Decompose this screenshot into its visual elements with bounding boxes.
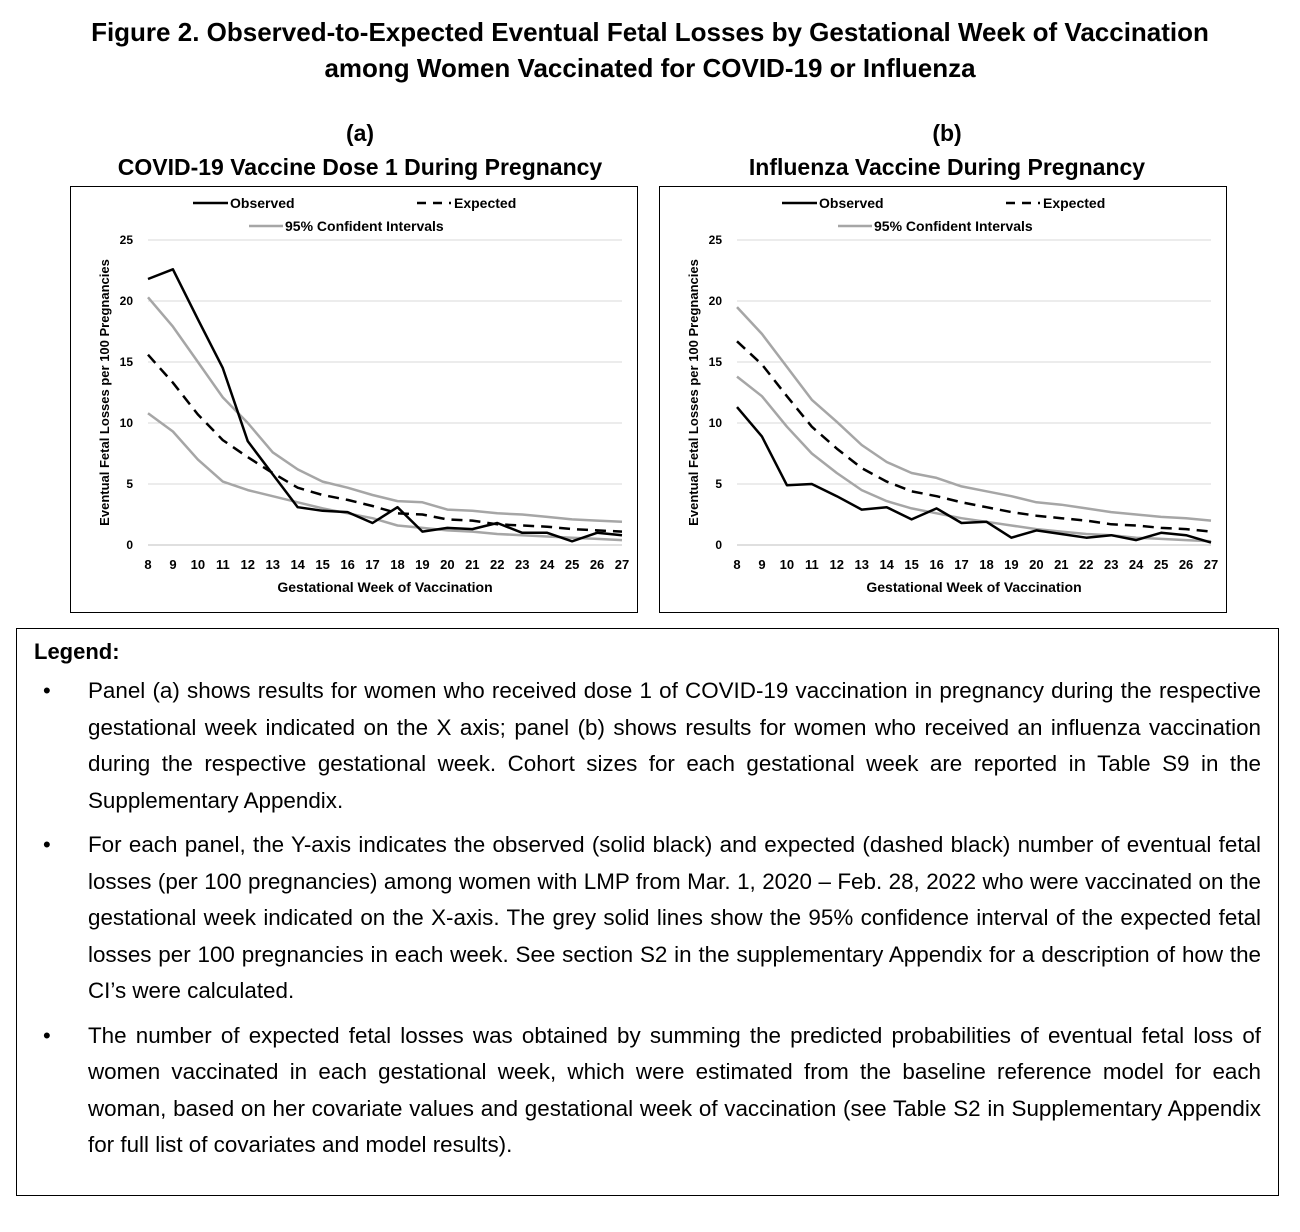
panel-b-ci-lower-line xyxy=(737,377,1211,542)
panel-b-x-tick-label: 22 xyxy=(1079,557,1094,572)
panel-a-x-tick-label: 21 xyxy=(465,557,480,572)
panel-b-x-tick-label: 26 xyxy=(1178,557,1194,572)
legend-item-text: For each panel, the Y-axis indicates the observed (solid black) and expected (dashed black) number of eventual fetal losses (per 100 pregnancies) among women with LMP from Mar. 1, 2020 – Feb. 28, 2022 who were vaccinated on the gestational week indicated on the X-axis. The grey solid lines show the 95% confidence interval of the expected fetal losses per 100 pregnancies in each week. See section S2 in the supplementary Appendix for a description of how the CI’s were calculated. xyxy=(88,832,1261,1003)
panel-b-x-tick-label: 18 xyxy=(979,557,994,572)
panel-a-x-tick-label: 9 xyxy=(169,557,177,572)
panel-b-x-tick-label: 16 xyxy=(929,557,944,572)
panel-b-y-tick-label: 5 xyxy=(715,477,722,491)
panel-a-x-tick-label: 15 xyxy=(315,557,330,572)
panel-a-y-tick-label: 20 xyxy=(119,294,133,308)
panel-a-x-tick-label: 13 xyxy=(265,557,280,572)
panel-a-svg xyxy=(71,187,637,612)
panel-b-label: (b) xyxy=(932,120,962,146)
panel-b-x-tick-label: 14 xyxy=(879,557,894,572)
legend-box xyxy=(16,628,1279,1196)
figure-title-line-1: Figure 2. Observed-to-Expected Eventual Fetal Losses by Gestational Week of Vaccination xyxy=(91,17,1209,47)
panel-a-chart xyxy=(70,186,638,613)
panel-b-legend-expected-label: Expected xyxy=(1043,195,1106,211)
legend-item xyxy=(33,827,1261,1010)
panel-a-ci-lower-line xyxy=(148,413,622,540)
panel-b-x-tick-label: 20 xyxy=(1029,557,1044,572)
legend-item-text: Panel (a) shows results for women who received dose 1 of COVID-19 vaccination in pregnancy during the respective gestational week indicated on the X axis; panel (b) shows results for women who received an influenza vaccination during the respective gestational week. Cohort sizes for each gestational week are reported in Table S9 in the Supplementary Appendix. xyxy=(88,678,1261,813)
panel-b-observed-line xyxy=(737,407,1211,542)
panel-b-x-tick-label: 15 xyxy=(904,557,919,572)
panel-b-legend-ci-label: 95% Confident Intervals xyxy=(874,218,1033,234)
panel-b-x-tick-label: 8 xyxy=(733,557,741,572)
panel-a-y-tick-label: 5 xyxy=(126,477,133,491)
bullet-icon: • xyxy=(43,832,51,857)
panel-a-x-axis-title: Gestational Week of Vaccination xyxy=(277,579,493,595)
bullet-icon: • xyxy=(43,678,51,703)
panel-b-x-tick-label: 11 xyxy=(804,557,819,572)
panel-a-ci-upper-line xyxy=(148,297,622,522)
figure-title xyxy=(0,14,1300,86)
panel-b-heading xyxy=(647,116,1247,184)
panel-b-x-tick-label: 25 xyxy=(1153,557,1169,572)
panel-a-y-tick-label: 25 xyxy=(119,233,133,247)
panel-a-expected-line xyxy=(148,355,622,532)
panel-a-x-tick-label: 27 xyxy=(614,557,630,572)
panel-b-y-axis-title: Eventual Fetal Losses per 100 Pregnancies xyxy=(686,259,701,526)
panel-a-heading xyxy=(60,116,660,184)
bullet-icon: • xyxy=(43,1022,51,1048)
panel-b-y-tick-label: 10 xyxy=(708,416,722,430)
panel-a-legend-ci-label: 95% Confident Intervals xyxy=(285,218,444,234)
panel-b-y-tick-label: 25 xyxy=(708,233,722,247)
panel-b-x-tick-label: 10 xyxy=(779,557,795,572)
panel-b-x-tick-label: 12 xyxy=(829,557,845,572)
panel-a-x-tick-label: 16 xyxy=(340,557,355,572)
panel-b-y-tick-label: 15 xyxy=(708,355,722,369)
panel-b-title: Influenza Vaccine During Pregnancy xyxy=(748,154,1146,180)
panel-b-legend xyxy=(782,195,1105,234)
panel-b-ci-upper-line xyxy=(737,307,1211,520)
legend-item xyxy=(33,673,1261,819)
panel-b-x-tick-label: 27 xyxy=(1203,557,1219,572)
panel-a-x-tick-label: 17 xyxy=(365,557,380,572)
panel-b-legend-observed-label: Observed xyxy=(819,195,884,211)
figure-title-line-2: among Women Vaccinated for COVID-19 or Influenza xyxy=(324,53,976,83)
panel-b-x-tick-label: 24 xyxy=(1128,557,1144,572)
panel-a-y-tick-label: 0 xyxy=(126,538,133,552)
legend-item xyxy=(33,1018,1261,1164)
panel-a-x-tick-label: 24 xyxy=(539,557,555,572)
panel-b-svg xyxy=(660,187,1226,612)
panel-a-x-tick-label: 8 xyxy=(144,557,152,572)
panel-a-x-tick-label: 20 xyxy=(440,557,455,572)
panel-a-x-tick-label: 22 xyxy=(490,557,505,572)
panel-a-x-tick-label: 14 xyxy=(290,557,305,572)
panel-a-y-axis-title: Eventual Fetal Losses per 100 Pregnancies xyxy=(97,259,112,526)
panel-b-x-tick-label: 17 xyxy=(954,557,969,572)
panel-a-label: (a) xyxy=(345,120,375,146)
panel-b-y-tick-label: 0 xyxy=(715,538,722,552)
legend-heading: Legend: xyxy=(34,639,120,664)
panel-b-chart xyxy=(659,186,1227,613)
panel-a-y-tick-label: 15 xyxy=(119,355,133,369)
panel-a-x-tick-label: 19 xyxy=(415,557,430,572)
legend-item-text: The number of expected fetal losses was obtained by summing the predicted probabilities of eventual fetal loss of women vaccinated in each gestational week, which were estimated from the baseline reference model for each woman, based on her covariate values and gestational week of vaccination (see Table S2 in Supplementary Appendix for full list of covariates and model results). xyxy=(88,1022,1261,1157)
panel-b-expected-line xyxy=(737,341,1211,531)
panel-b-x-tick-label: 13 xyxy=(854,557,869,572)
panel-a-legend xyxy=(193,195,516,234)
panel-a-x-tick-label: 10 xyxy=(190,557,206,572)
panel-a-x-tick-label: 11 xyxy=(215,557,230,572)
panel-a-x-tick-label: 18 xyxy=(390,557,405,572)
panel-a-y-tick-label: 10 xyxy=(119,416,133,430)
legend-list xyxy=(33,673,1261,1172)
panel-b-x-tick-label: 19 xyxy=(1004,557,1019,572)
panel-a-title: COVID-19 Vaccine Dose 1 During Pregnancy xyxy=(117,154,603,180)
panel-b-x-tick-label: 9 xyxy=(758,557,766,572)
panel-a-x-tick-label: 23 xyxy=(514,557,530,572)
panel-a-legend-observed-label: Observed xyxy=(230,195,295,211)
panel-b-x-axis-title: Gestational Week of Vaccination xyxy=(866,579,1082,595)
panel-b-y-tick-label: 20 xyxy=(708,294,722,308)
panel-a-legend-expected-label: Expected xyxy=(454,195,517,211)
panel-a-x-tick-label: 26 xyxy=(589,557,605,572)
panel-a-x-tick-label: 25 xyxy=(564,557,580,572)
panel-b-x-tick-label: 23 xyxy=(1103,557,1119,572)
panel-b-x-tick-label: 21 xyxy=(1054,557,1069,572)
panel-a-observed-line xyxy=(148,269,622,541)
panel-a-x-tick-label: 12 xyxy=(240,557,256,572)
